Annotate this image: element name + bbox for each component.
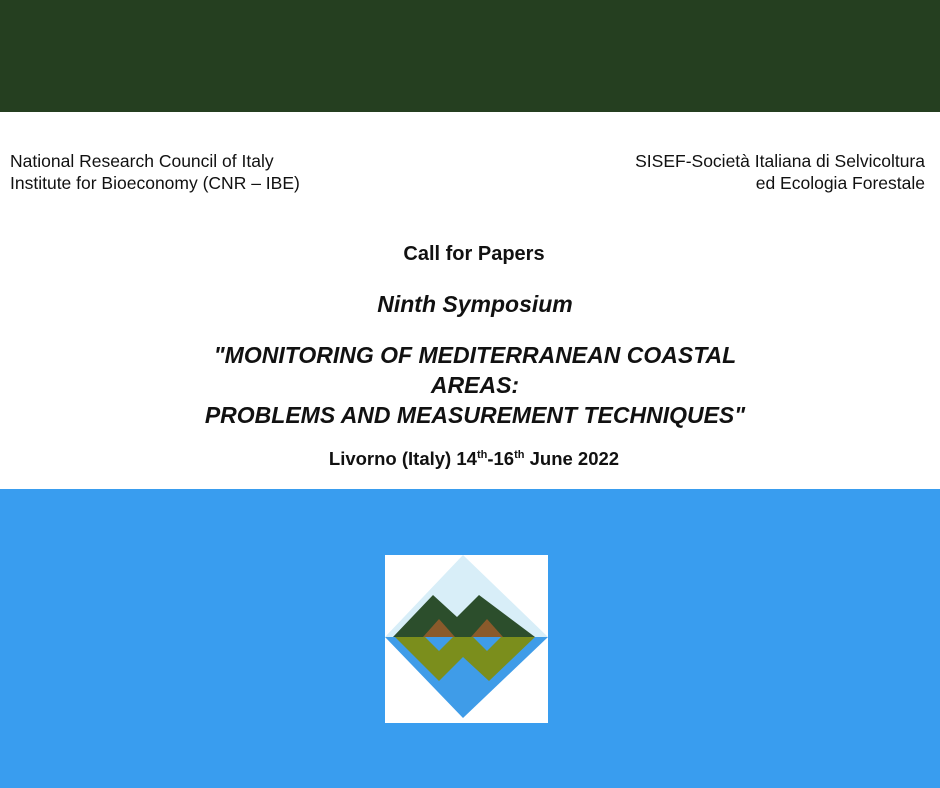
- mountains-water-logo-icon: [385, 555, 548, 723]
- date-sup-1: th: [476, 449, 488, 461]
- event-date: [0, 448, 940, 470]
- top-green-band: [0, 0, 940, 112]
- organizer-cnr-line2: Institute for Bioeconomy (CNR – IBE): [10, 173, 300, 193]
- logo-graphic: [385, 555, 548, 723]
- organizer-sisef-line1: SISEF-Società Italiana di Selvicoltura: [635, 151, 925, 171]
- title-line-2: AREAS:: [430, 372, 520, 398]
- symposium-label: Ninth Symposium: [377, 291, 573, 317]
- title-line-1: "MONITORING OF MEDITERRANEAN COASTAL: [213, 342, 737, 368]
- organizer-sisef: [635, 150, 925, 194]
- date-sup-2: th: [514, 449, 525, 461]
- date-suffix: June 2022: [524, 448, 620, 469]
- title-line-3: PROBLEMS AND MEASUREMENT TECHNIQUES": [204, 402, 746, 428]
- organizer-cnr: [10, 150, 300, 194]
- symposium-title: [0, 340, 940, 430]
- organizer-sisef-line2: ed Ecologia Forestale: [755, 173, 925, 193]
- organizer-cnr-line1: National Research Council of Italy: [10, 151, 274, 171]
- date-prefix: Livorno (Italy) 14: [328, 448, 477, 469]
- call-for-papers-document: [0, 112, 940, 489]
- call-for-papers-heading: Call for Papers: [403, 243, 545, 265]
- date-middle: -16: [487, 448, 515, 469]
